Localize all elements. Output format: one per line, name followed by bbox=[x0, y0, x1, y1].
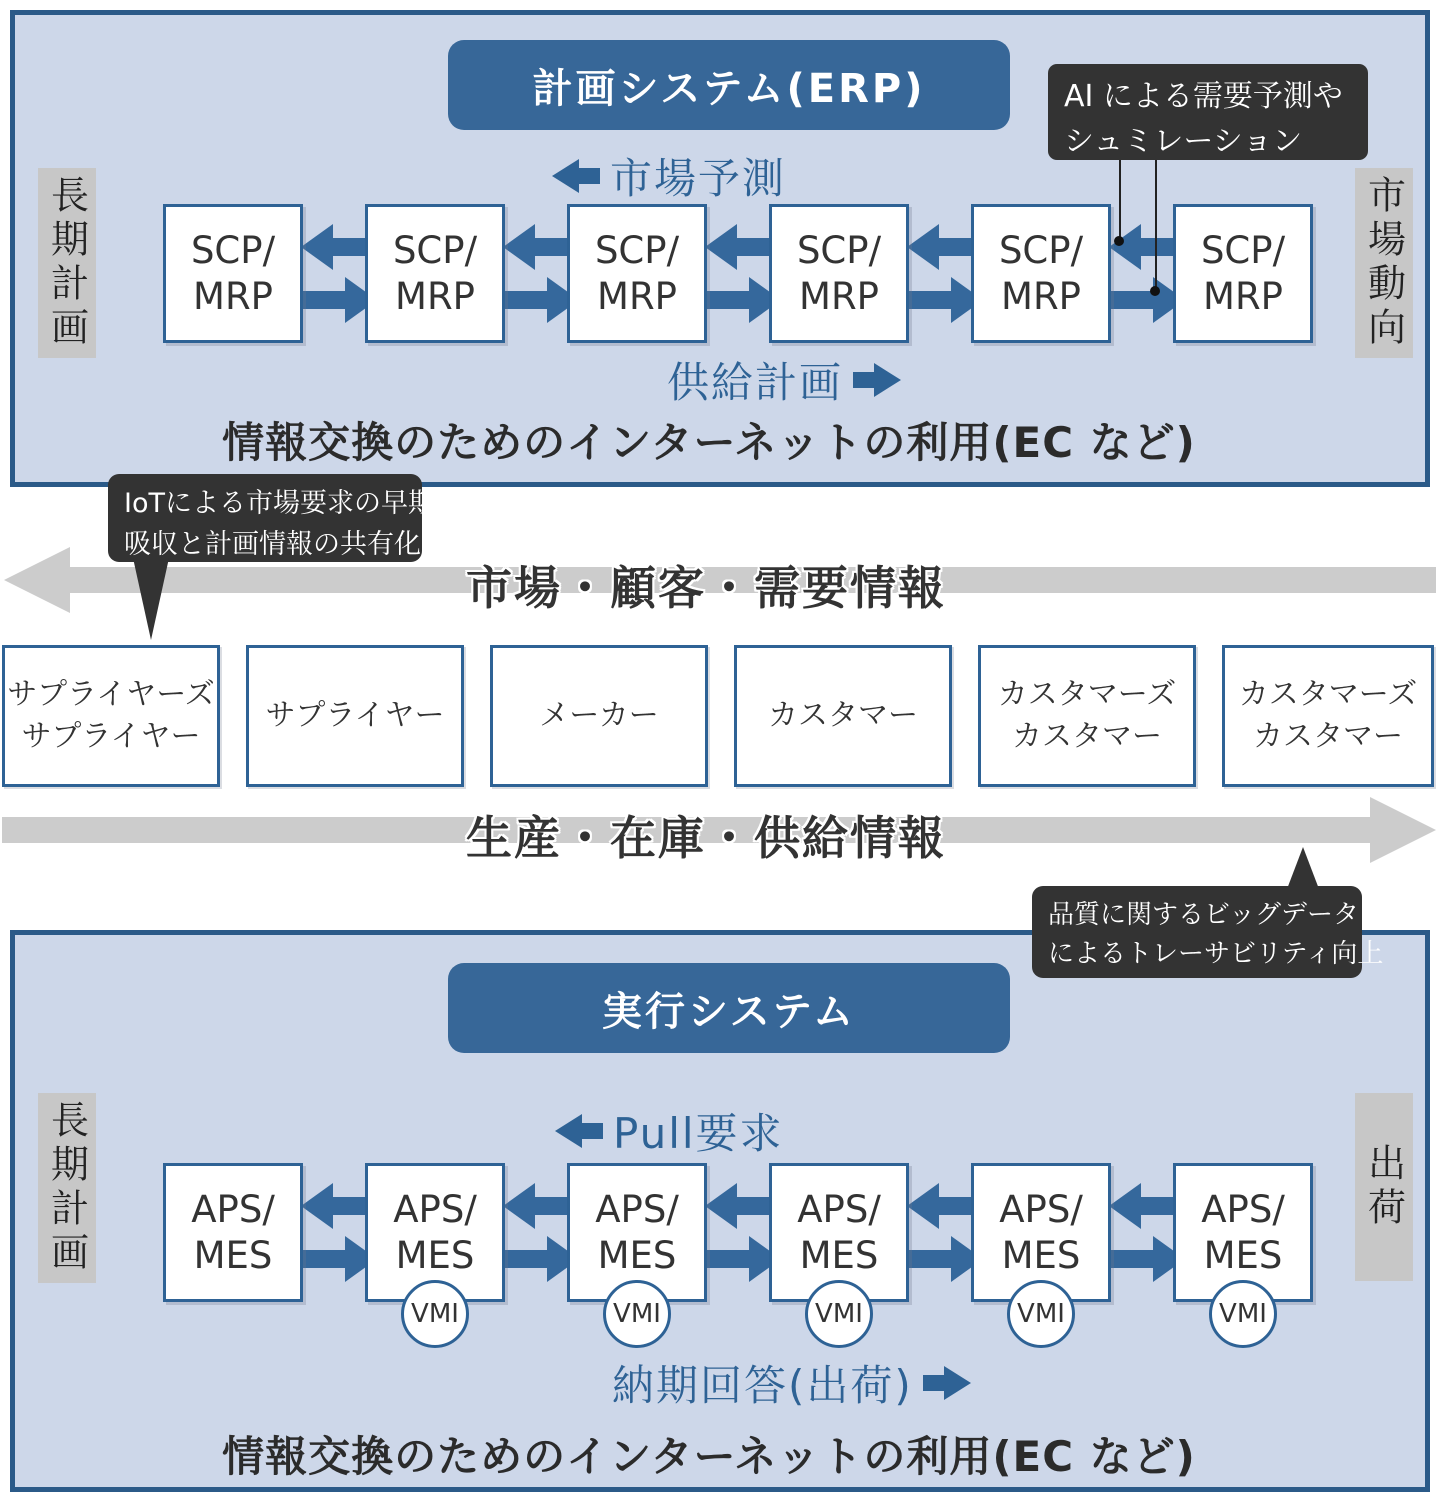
vmi-text: VMI bbox=[815, 1299, 863, 1329]
entity-line1: カスタマーズ bbox=[1238, 677, 1418, 712]
execution-left-label: 長期計画 bbox=[38, 1093, 96, 1283]
pull-request-label bbox=[555, 1101, 784, 1161]
vmi-badge bbox=[603, 1280, 671, 1348]
ai-connector-line bbox=[1119, 158, 1121, 240]
delivery-answer-label bbox=[612, 1353, 971, 1413]
right-block-arrow-icon bbox=[853, 363, 901, 397]
iot-tooltip-line2: 吸収と計画情報の共有化 bbox=[124, 528, 421, 560]
ai-tooltip bbox=[1048, 64, 1368, 160]
entity-line2: カスタマー bbox=[1253, 719, 1403, 754]
entity-line1: カスタマーズ bbox=[997, 677, 1177, 712]
node-line1: SCP/ bbox=[392, 229, 478, 273]
quality-tooltip bbox=[1032, 886, 1384, 978]
market-forecast-text: 市場予測 bbox=[610, 154, 787, 203]
node-line1: APS/ bbox=[1201, 1188, 1285, 1232]
ai-connector-dot bbox=[1114, 236, 1124, 246]
quality-tooltip-pointer-icon bbox=[1287, 847, 1319, 889]
market-forecast-label bbox=[552, 146, 786, 206]
supply-plan-label bbox=[667, 350, 901, 410]
planning-internet-note: 情報交換のためのインターネットの利用(EC など) bbox=[222, 418, 1196, 467]
left-block-arrow-icon bbox=[552, 159, 600, 193]
node-line1: SCP/ bbox=[594, 229, 680, 273]
entity-line2: サプライヤー bbox=[21, 719, 201, 754]
planning-left-label: 長期計画 bbox=[38, 168, 96, 358]
entity-line1: カスタマー bbox=[768, 698, 918, 733]
ai-connector-dot bbox=[1150, 286, 1160, 296]
execution-title bbox=[448, 963, 1010, 1053]
vmi-badge bbox=[1209, 1280, 1277, 1348]
left-block-arrow-icon bbox=[555, 1114, 603, 1148]
vmi-text: VMI bbox=[613, 1299, 661, 1329]
ai-connector-line bbox=[1155, 158, 1157, 290]
node-line1: APS/ bbox=[191, 1188, 275, 1232]
node-line2: MRP bbox=[1203, 274, 1283, 318]
node-line1: APS/ bbox=[595, 1188, 679, 1232]
node-line1: APS/ bbox=[797, 1188, 881, 1232]
planning-right-label: 市場動向 bbox=[1355, 168, 1413, 358]
vmi-text: VMI bbox=[1017, 1299, 1065, 1329]
entity-customer bbox=[734, 645, 952, 787]
aps-node-1 bbox=[163, 1163, 303, 1302]
execution-right-label: 出荷 bbox=[1355, 1093, 1413, 1281]
node-line2: MES bbox=[597, 1233, 677, 1277]
vmi-badge bbox=[805, 1280, 873, 1348]
vmi-badge bbox=[401, 1280, 469, 1348]
execution-internet-note: 情報交換のためのインターネットの利用(EC など) bbox=[222, 1432, 1196, 1481]
execution-title-text: 実行システム bbox=[602, 988, 856, 1035]
delivery-answer-text: 納期回答(出荷) bbox=[612, 1361, 913, 1410]
quality-tooltip-line1: 品質に関するビッグデータ bbox=[1048, 900, 1359, 930]
node-line2: MES bbox=[193, 1233, 273, 1277]
vmi-text: VMI bbox=[411, 1299, 459, 1329]
node-line2: MRP bbox=[193, 274, 273, 318]
vmi-badge bbox=[1007, 1280, 1075, 1348]
node-line1: SCP/ bbox=[1200, 229, 1286, 273]
iot-tooltip bbox=[108, 474, 435, 562]
node-line2: MES bbox=[1001, 1233, 1081, 1277]
demand-arrow-label: 市場・顧客・需要情報 bbox=[466, 561, 946, 615]
node-line2: MES bbox=[1203, 1233, 1283, 1277]
right-block-arrow-icon bbox=[923, 1366, 971, 1400]
entity-line2: カスタマー bbox=[1012, 719, 1162, 754]
scp-node-2 bbox=[365, 204, 505, 343]
node-line1: SCP/ bbox=[796, 229, 882, 273]
iot-tooltip-pointer-icon bbox=[133, 558, 169, 640]
entity-customers-customer bbox=[1222, 645, 1434, 787]
quality-tooltip-line2: によるトレーサビリティ向上 bbox=[1048, 939, 1384, 969]
entity-line1: サプライヤー bbox=[265, 698, 445, 733]
node-line1: APS/ bbox=[999, 1188, 1083, 1232]
scp-node-3 bbox=[567, 204, 707, 343]
iot-tooltip-line1: IoTによる市場要求の早期 bbox=[124, 488, 435, 519]
ai-tooltip-line1: AI による需要予測や bbox=[1064, 79, 1343, 114]
entity-customers-customer bbox=[978, 645, 1196, 787]
scp-node-5 bbox=[971, 204, 1111, 343]
node-line1: SCP/ bbox=[998, 229, 1084, 273]
scp-node-6 bbox=[1173, 204, 1313, 343]
entity-line1: メーカー bbox=[539, 698, 659, 733]
supply-plan-text: 供給計画 bbox=[667, 358, 844, 407]
node-line1: SCP/ bbox=[190, 229, 276, 273]
pull-request-text: Pull要求 bbox=[613, 1109, 784, 1158]
entity-suppliers-supplier bbox=[2, 645, 220, 787]
node-line1: APS/ bbox=[393, 1188, 477, 1232]
node-line2: MES bbox=[395, 1233, 475, 1277]
entity-supplier bbox=[246, 645, 464, 787]
node-line2: MRP bbox=[1001, 274, 1081, 318]
planning-title-text: 計画システム(ERP) bbox=[532, 65, 926, 112]
node-line2: MRP bbox=[799, 274, 879, 318]
entity-line1: サプライヤーズ bbox=[7, 677, 215, 712]
vmi-text: VMI bbox=[1219, 1299, 1267, 1329]
ai-tooltip-line2: シュミレーション bbox=[1064, 124, 1303, 159]
planning-title bbox=[448, 40, 1010, 130]
supply-arrow-label: 生産・在庫・供給情報 bbox=[466, 811, 946, 865]
node-line2: MES bbox=[799, 1233, 879, 1277]
scp-node-4 bbox=[769, 204, 909, 343]
node-line2: MRP bbox=[597, 274, 677, 318]
entity-maker bbox=[490, 645, 708, 787]
scp-node-1 bbox=[163, 204, 303, 343]
node-line2: MRP bbox=[395, 274, 475, 318]
